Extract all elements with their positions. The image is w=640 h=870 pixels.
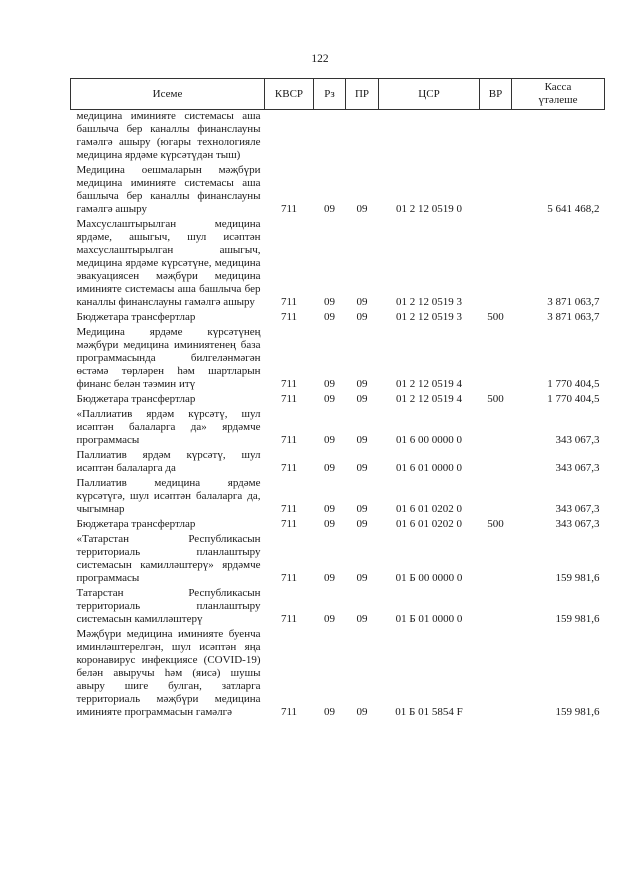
- table-row: [71, 162, 605, 216]
- row-kvsr: 711: [280, 203, 298, 215]
- row-csr: 01 6 01 0202 0: [396, 518, 462, 530]
- table-row: [71, 216, 605, 309]
- row-name: Медицина ярдәме күрсәтүнең мәҗбүри медицина иминиятенең база программасында билгеләнмәгән өстәмә төрләрен һәм шартларын финанс белән тәэмин итү: [76, 326, 261, 390]
- row-name: Медицина оешмаларын мәҗбүри медицина иминияте системасы аша башлыча бер каналлы финанслауны гамәлгә ашыру: [76, 164, 261, 215]
- row-vr: [480, 216, 512, 309]
- row-kvsr: 711: [280, 518, 298, 530]
- table-row: [71, 475, 605, 516]
- row-pr: 09: [356, 503, 368, 515]
- row-sum: 1 770 404,5: [547, 393, 600, 405]
- row-csr: 01 6 00 0000 0: [396, 434, 462, 446]
- row-vr: [480, 406, 512, 447]
- row-pr: 09: [356, 311, 368, 323]
- row-rz: 09: [324, 462, 335, 474]
- row-kvsr: 711: [280, 613, 298, 625]
- table-row: [71, 516, 605, 531]
- row-vr: [480, 626, 512, 719]
- row-sum: 343 067,3: [555, 503, 600, 515]
- row-pr: 09: [356, 706, 368, 718]
- table-row: [71, 447, 605, 475]
- row-sum: 343 067,3: [555, 434, 600, 446]
- row-csr: 01 Б 00 0000 0: [395, 572, 463, 584]
- row-csr: 01 2 12 0519 0: [396, 203, 462, 215]
- row-vr: [480, 162, 512, 216]
- row-vr: [480, 475, 512, 516]
- row-rz: 09: [324, 296, 335, 308]
- row-sum: 1 770 404,5: [547, 378, 600, 390]
- table-row: [71, 531, 605, 585]
- row-pr: 09: [356, 203, 368, 215]
- row-pr: [346, 110, 379, 163]
- row-name: Бюджетара трансфертлар: [76, 518, 196, 530]
- row-vr: [480, 531, 512, 585]
- row-name: Паллиатив медицина ярдәме күрсәтүгә, шул исәптән балаларга да, чыгымнар: [76, 477, 261, 515]
- row-rz: 09: [324, 434, 335, 446]
- row-name: Бюджетара трансфертлар: [76, 393, 196, 405]
- table-row: [71, 585, 605, 626]
- header-sum: [512, 79, 605, 110]
- row-vr: [480, 447, 512, 475]
- row-kvsr: 711: [280, 503, 298, 515]
- row-csr: 01 Б 01 5854 F: [395, 706, 463, 718]
- row-name: Бюджетара трансфертлар: [76, 311, 196, 323]
- row-vr: 500: [487, 311, 504, 323]
- row-csr: 01 2 12 0519 3: [396, 311, 462, 323]
- row-pr: 09: [356, 462, 368, 474]
- row-name: Татарстан Республикасын территориаль планлаштыру системасын камилләштерү: [76, 587, 261, 625]
- row-pr: 09: [356, 393, 368, 405]
- row-rz: [314, 110, 346, 163]
- row-rz: 09: [324, 378, 335, 390]
- row-kvsr: 711: [280, 296, 298, 308]
- row-vr: [480, 324, 512, 391]
- row-kvsr: [265, 110, 314, 163]
- header-vr: ВР: [480, 79, 512, 110]
- row-sum: 343 067,3: [555, 462, 600, 474]
- row-sum: 159 981,6: [555, 572, 600, 584]
- row-pr: 09: [356, 434, 368, 446]
- header-csr: ЦСР: [379, 79, 480, 110]
- budget-table: [70, 78, 605, 719]
- row-rz: 09: [324, 572, 335, 584]
- table-header: [71, 79, 605, 110]
- row-name: Мәҗбүри медицина иминияте буенча иминләштерелгән, шул исәптән яңа коронавирус инфекциясе (COVID-19) белән авыручы һәм (яисә) шушы авыру шиге булган, затларга территориаль мәҗбүри медицина иминияте программасын гамәлгә: [76, 628, 261, 718]
- row-csr: 01 6 01 0202 0: [396, 503, 462, 515]
- row-sum: 5 641 468,2: [547, 203, 600, 215]
- row-csr: 01 6 01 0000 0: [396, 462, 462, 474]
- header-name: Исеме: [71, 79, 265, 110]
- row-vr: 500: [487, 518, 504, 530]
- row-rz: 09: [324, 503, 335, 515]
- row-kvsr: 711: [280, 378, 298, 390]
- row-kvsr: 711: [280, 462, 298, 474]
- table-row: [71, 110, 605, 163]
- table-row: [71, 309, 605, 324]
- page-number: 122: [311, 53, 329, 65]
- row-kvsr: 711: [280, 393, 298, 405]
- row-sum: 3 871 063,7: [547, 311, 600, 323]
- row-rz: 09: [324, 393, 335, 405]
- row-rz: 09: [324, 518, 335, 530]
- header-rz: Рз: [314, 79, 346, 110]
- table-row: [71, 324, 605, 391]
- row-name: «Татарстан Республикасын территориаль планлаштыру системасын камилләштерү» ярдәмче программасы: [76, 533, 261, 584]
- row-csr: 01 2 12 0519 4: [396, 393, 462, 405]
- row-csr: 01 Б 01 0000 0: [395, 613, 463, 625]
- row-name: «Паллиатив ярдәм күрсәтү, шул исәптән балаларга да» ярдәмче программасы: [76, 408, 261, 446]
- row-sum: [512, 110, 605, 163]
- table-row: [71, 406, 605, 447]
- row-name: Паллиатив ярдәм күрсәтү, шул исәптән балаларга да: [76, 449, 261, 474]
- row-pr: 09: [356, 518, 368, 530]
- header-sum-line2: үтәлеше: [538, 94, 578, 106]
- header-pr: ПР: [346, 79, 379, 110]
- row-vr: 500: [487, 393, 504, 405]
- header-kvsr: КВСР: [265, 79, 314, 110]
- row-name: Махсуслаштырылган медицина ярдәме, ашыгыч, шул исәптән махсуслаштырылган ашыгыч, медицина ярдәме күрсәтүне, медицина эвакуациясен мәҗбүри медицина иминияте системасы аша башлыча бер каналлы финанслауны гамәлгә ашыру: [76, 218, 261, 308]
- row-pr: 09: [356, 296, 368, 308]
- row-kvsr: 711: [280, 311, 298, 323]
- row-pr: 09: [356, 572, 368, 584]
- table-row: [71, 626, 605, 719]
- row-csr: [379, 110, 480, 163]
- row-sum: 159 981,6: [555, 613, 600, 625]
- row-sum: 343 067,3: [555, 518, 600, 530]
- row-rz: 09: [324, 311, 335, 323]
- row-sum: 159 981,6: [555, 706, 600, 718]
- row-vr: [480, 110, 512, 163]
- table-row: [71, 391, 605, 406]
- row-kvsr: 711: [280, 706, 298, 718]
- row-sum: 3 871 063,7: [547, 296, 600, 308]
- row-name: медицина иминияте системасы аша башлыча бер каналлы финанслауны гамәлгә ашыру (югары технологияле медицина ярдәме күрсәтүдән тыш): [76, 110, 261, 161]
- row-csr: 01 2 12 0519 3: [396, 296, 462, 308]
- table-body: [71, 110, 605, 720]
- header-sum-line1: Касса: [544, 81, 572, 93]
- row-kvsr: 711: [280, 572, 298, 584]
- row-rz: 09: [324, 613, 335, 625]
- row-pr: 09: [356, 378, 368, 390]
- row-kvsr: 711: [280, 434, 298, 446]
- row-rz: 09: [324, 706, 335, 718]
- row-pr: 09: [356, 613, 368, 625]
- row-csr: 01 2 12 0519 4: [396, 378, 462, 390]
- row-vr: [480, 585, 512, 626]
- row-rz: 09: [324, 203, 335, 215]
